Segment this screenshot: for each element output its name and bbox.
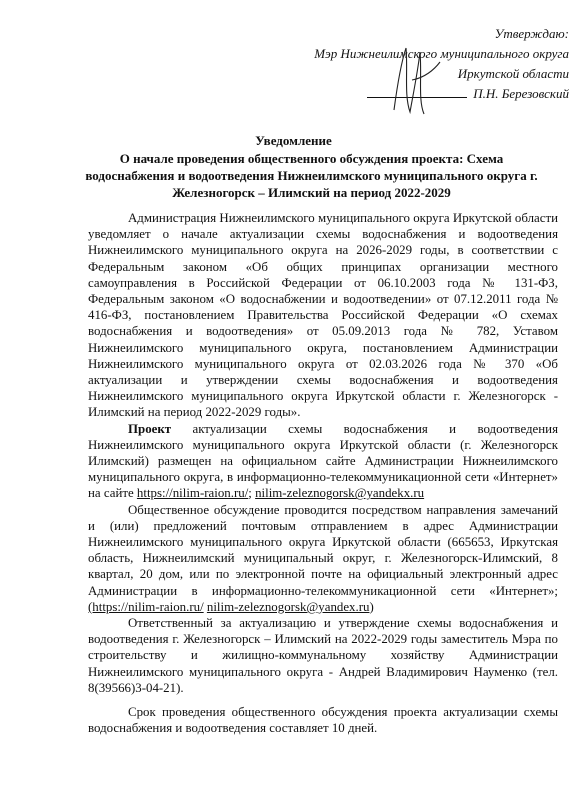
discussion-site-link[interactable]: (https://nilim-raion.ru/: [88, 599, 204, 614]
handwritten-signature: [384, 40, 444, 120]
email-link[interactable]: nilim-zeleznogorsk@yandekx.ru: [255, 486, 425, 501]
project-text: актуализации схемы водоснабжения и водоотведения Нижнеилимского муниципального округа Иркутской области (г. Железногорск Илимский) размещен на официальном сайте Администрации Нижнеилимского муниципального округа, в информационно-телекоммуникационной сети «Интернет» на сайте: [88, 421, 558, 501]
notice-title: Уведомление: [255, 133, 332, 148]
paragraph-project: [88, 421, 558, 502]
paragraph-term: Срок проведения общественного обсуждения проекта актуализации схемы водоснабжения и водоотведения составляет 10 дней.: [88, 705, 558, 736]
approval-position: Мэр Нижнеилимского муниципального округа: [314, 46, 569, 61]
paragraph-administration: Администрация Нижнеилимского муниципального округа Иркутской области уведомляет о начале актуализации схемы водоснабжения и водоотведения Нижнеилимского муниципального округа на 2026-2029 годы, в соответствии с Федеральным законом «Об общих принципах организации местного самоуправления в Российской Федерации от 06.10.2003 года № 131-ФЗ, Федеральным законом «О водоснабжении и водоотведении» от 07.12.2011 года № 416-ФЗ, постановлением Правительства Российской Федерации «О схемах водоснабжения и водоотведения» от 05.09.2013 года № 782, Уставом Нижнеилимского муниципального округа, постановлением Администрации Нижнеилимского муниципального округа от 02.03.2026 года № 370 «Об актуализации и утверждении схемы водоснабжения и водоотведения Нижнеилимского муниципального округа Иркутской области г. Железногорск - Илимский на период 2022-2029 годы».: [88, 211, 558, 420]
discussion-email-link[interactable]: nilim-zeleznogorsk@yandex.ru: [206, 599, 370, 614]
paragraph-discussion: [88, 502, 558, 615]
project-label: Проект: [128, 421, 172, 436]
discussion-end: ): [369, 599, 374, 614]
site-link[interactable]: https://nilim-raion.ru/: [136, 486, 249, 501]
approval-region: Иркутской области: [457, 66, 569, 81]
approval-signer: П.Н. Березовский: [473, 86, 569, 101]
notice-heading: О начале проведения общественного обсуждения проекта: Схема водоснабжения и водоотведения Нижнеилимского муниципального округа г. Железногорск – Илимский на период 2022-2029: [85, 151, 538, 200]
discussion-text: Общественное обсуждение проводится посредством направления замечаний и (или) предложений почтовым отправлением в адрес Администрации Нижнеилимского муниципального округа Иркутской области (665653, Иркутская область, Нижнеилимский муниципальный округ, г. Железногорск-Илимский, 8 квартал, 20 дом, или по электронной почте на официальный электронный адрес Администрации в информационно-телекоммуникационной сети «Интернет»;: [88, 502, 558, 598]
paragraph-responsible: Ответственный за актуализацию и утверждение схемы водоснабжения и водоотведения г. Железногорск – Илимский на 2022-2029 годы заместитель Мэра по строительству и жилищно-коммунальному хозяйству Администрации Нижнеилимского муниципального округа - Андрей Владимирович Науменко (тел. 8(39566)3-04-21).: [88, 616, 558, 695]
approval-label: Утверждаю:: [494, 26, 569, 41]
notice-body: [88, 210, 558, 737]
link-separator: ;: [248, 486, 256, 501]
